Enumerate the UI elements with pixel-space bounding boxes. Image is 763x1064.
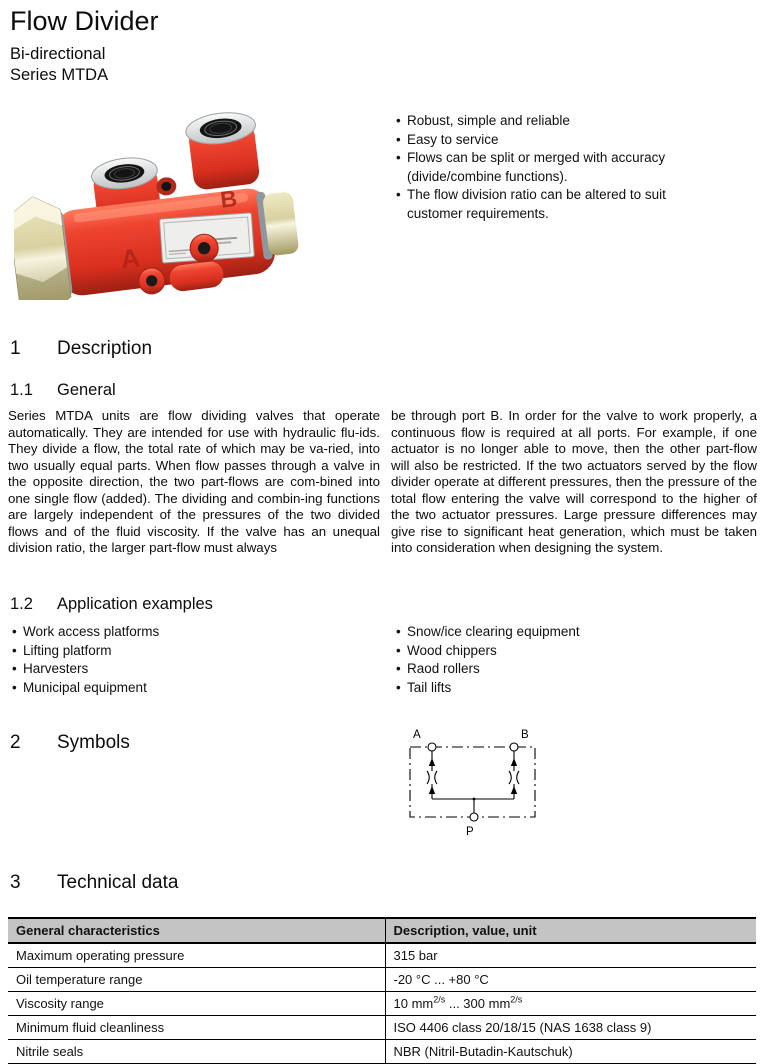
section-technical-heading [10,872,178,894]
general-paragraph-right: be through port B. In order for the valve to work properly, a continuous flow is required at all ports. For example, if one actuator is no longer able to move, then the other part-flow will also be restricted. If the two actuators served by the flow divider operate at different pressures, then the pressure of the total flow entering the valve will correspond to the higher of the two actuator pressures. Large pressure differences may give rise to significant heat generation, which must be taken into consideration when designing the system. [391,408,757,555]
section-title: Description [57,338,153,359]
section-title: Symbols [57,732,130,753]
port-a-label: A [413,729,421,741]
general-paragraph-left: Series MTDA units are flow dividing valves that operate automatically. They are intended for use with hydraulic flu-ids. They divide a flow, the total rate of which may be va-ried, into two usually equal parts. When flow passes through a valve in the opposite direction, the two part-flows are com-bined into one single flow (added). The dividing and combin-ing functions are largely independent of the pressures of the two divided flows and of the fluid viscosity. If the valve has an unequal division ratio, the larger part-flow must always [8,408,380,555]
characteristic-cell: Maximum operating pressure [8,943,385,968]
flow-arrow [511,758,517,766]
viscosity-sup: 2/s [433,994,446,1005]
section-title: General [57,381,116,399]
application-item: • Work access platforms [12,623,352,642]
feature-item: • Flows can be split or merged with accuracy (divide/combine functions). [396,149,701,186]
characteristic-cell: Viscosity range [8,992,385,1016]
port-p-label: P [466,826,474,838]
value-cell: NBR (Nitril-Butadin-Kautschuk) [385,1040,756,1064]
flow-arrow [429,758,435,766]
hydraulic-symbol-diagram [397,714,583,840]
value-cell: -20 °C ... +80 °C [385,968,756,992]
application-item: • Snow/ice clearing equipment [396,623,736,642]
table-row [8,1016,756,1040]
port-b-label: B [521,729,529,741]
value-cell [385,992,756,1016]
application-item: • Raod rollers [396,660,736,679]
table-row [8,968,756,992]
application-list-right [396,623,736,697]
subtitle-line-2: Series MTDA [10,66,109,84]
embossed-port-a-letter: A [119,242,142,275]
subtitle-line-1: Bi-directional [10,45,106,63]
port-p-node [470,813,478,821]
page-title: Flow Divider [10,6,159,36]
application-item: • Harvesters [12,660,352,679]
section-number: 3 [10,872,21,893]
section-number: 1 [10,338,21,359]
application-item: • Wood chippers [396,642,736,661]
port-b-node [510,743,518,751]
port-a-node [428,743,436,751]
section-general-heading [10,381,116,400]
section-number: 2 [10,732,21,753]
table-row [8,992,756,1016]
application-item: • Tail lifts [396,679,736,698]
characteristic-cell: Oil temperature range [8,968,385,992]
section-applications-heading [10,595,213,614]
viscosity-text: 10 mm [393,996,434,1011]
page-subtitle [10,44,108,86]
application-item: • Lifting platform [12,642,352,661]
table-header-row [8,918,756,943]
characteristic-cell: Nitrile seals [16,1044,84,1059]
flow-arrow [429,786,435,794]
application-list-left [12,623,352,697]
value-cell: ISO 4406 class 20/18/15 (NAS 1638 class 9) [385,1016,756,1040]
characteristic-cell: Minimum fluid cleanliness [8,1016,385,1040]
section-description-heading [10,338,152,360]
feature-item: • Robust, simple and reliable [396,112,701,131]
valve-body-group [14,106,303,300]
technical-data-table [8,917,756,1064]
table-header-cell: Description, value, unit [385,918,756,943]
flow-arrow [511,786,517,794]
embossed-port-b-letter: B [218,184,239,213]
table-row [8,943,756,968]
table-header-cell: General characteristics [8,918,385,943]
value-cell: 315 bar [385,943,756,968]
product-photo [14,103,310,300]
application-item: • Municipal equipment [12,679,352,698]
section-number: 1.1 [10,381,33,399]
section-symbols-heading [10,732,130,754]
section-title: Application examples [57,595,213,613]
table-row [8,1040,756,1064]
section-title: Technical data [57,872,179,893]
viscosity-text: ... 300 mm [445,996,511,1011]
feature-item: • The flow division ratio can be altered to suit customer requirements. [396,186,701,223]
feature-item: • Easy to service [396,131,701,150]
feature-list [396,112,701,224]
viscosity-sup: 2/s [510,994,523,1005]
section-number: 1.2 [10,595,33,613]
